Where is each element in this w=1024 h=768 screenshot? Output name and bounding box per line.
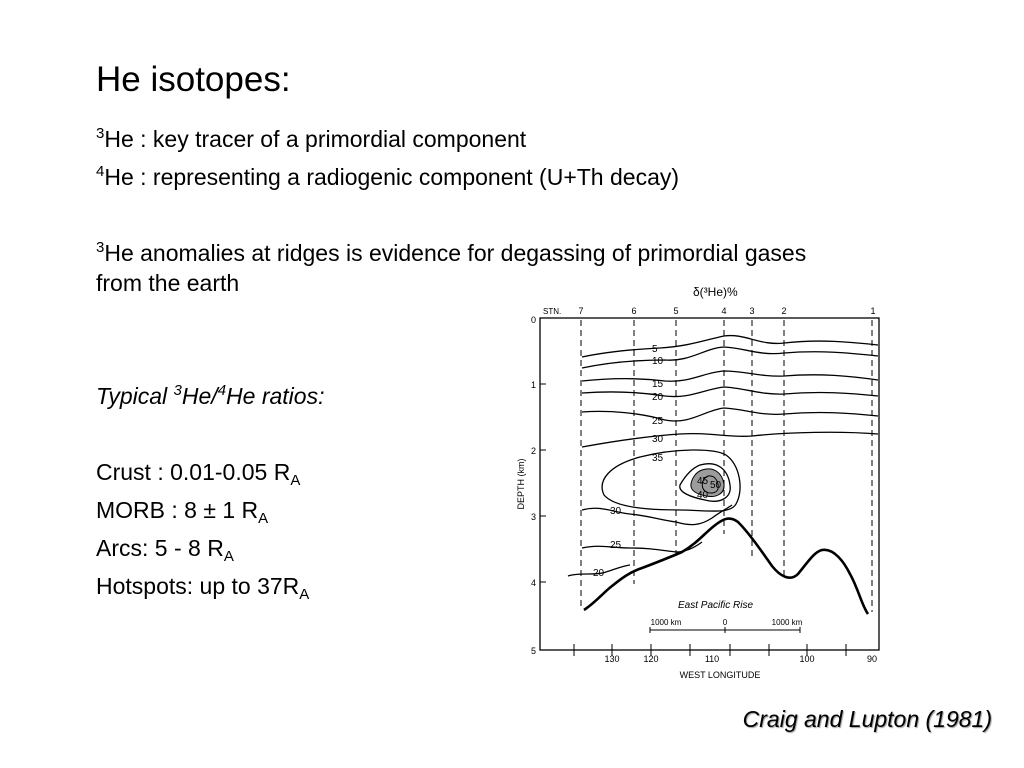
station-label: 5 — [673, 306, 679, 316]
mass-number: 3 — [173, 382, 182, 399]
contour-label: 15 — [652, 379, 664, 390]
he4-line — [96, 163, 679, 191]
y-tick-label: 3 — [530, 512, 536, 522]
he4-line-text: He : representing a radiogenic component (U+Th decay) — [104, 164, 680, 190]
station-label: 4 — [721, 306, 727, 316]
citation: Craig and Lupton (1981) — [742, 706, 992, 732]
he3-section-figure — [500, 276, 900, 696]
y-tick-label: 1 — [530, 380, 536, 390]
y-axis — [540, 384, 546, 582]
contour-label: 25 — [652, 416, 664, 427]
ratio-arcs — [96, 534, 234, 565]
he3-line — [96, 125, 526, 153]
station-label: 7 — [578, 306, 584, 316]
slide-title: He isotopes: — [96, 60, 291, 99]
ridge-statement-line-1 — [96, 239, 806, 267]
ratio-label: MORB : 8 ± 1 R — [96, 497, 259, 523]
y-axis-label: DEPTH (km) — [516, 458, 526, 510]
rise-label: East Pacific Rise — [678, 600, 754, 611]
ratio-subscript: A — [299, 586, 310, 603]
contour-label: 40 — [697, 490, 709, 501]
x-axis-label: WEST LONGITUDE — [679, 670, 761, 680]
mass-number: 3 — [96, 239, 105, 256]
he3-line-text: He : key tracer of a primordial component — [104, 126, 527, 152]
ratios-heading-suffix: He ratios: — [226, 383, 325, 409]
mass-number: 4 — [217, 382, 227, 399]
ratio-subscript: A — [258, 510, 269, 527]
ratio-label: Hotspots: up to 37R — [96, 573, 300, 599]
ratios-heading — [96, 382, 324, 410]
station-lines — [581, 320, 872, 612]
ratios-heading-prefix: Typical — [96, 383, 174, 409]
ratio-crust — [96, 458, 301, 489]
station-label: 2 — [781, 306, 787, 316]
contour-label: 30 — [610, 506, 622, 517]
x-tick-label: 110 — [704, 654, 720, 664]
contour-label: 35 — [652, 453, 664, 464]
x-tick-label: 90 — [866, 654, 878, 664]
station-label: 6 — [631, 306, 637, 316]
ratio-label: Arcs: 5 - 8 R — [96, 535, 224, 561]
y-tick-label: 0 — [530, 315, 536, 325]
contour-label: 5 — [652, 344, 658, 355]
x-tick-label: 120 — [643, 654, 659, 664]
scale-label-left: 1000 km — [650, 618, 682, 627]
mass-number: 4 — [96, 163, 105, 180]
contour-label: 30 — [652, 434, 664, 445]
y-tick-label: 2 — [530, 446, 536, 456]
contour-label: 25 — [610, 540, 622, 551]
scale-label-center: 0 — [722, 618, 728, 627]
ratios-heading-he3: He/ — [181, 383, 218, 409]
ratio-subscript: A — [290, 472, 301, 489]
statement-text: He anomalies at ridges is evidence for degassing of primordial gases — [104, 240, 807, 266]
x-tick-label: 130 — [604, 654, 620, 664]
mass-number: 3 — [96, 125, 105, 142]
x-tick-label: 100 — [799, 654, 815, 664]
ridge-statement-line-2: from the earth — [96, 270, 240, 296]
y-tick-label: 4 — [530, 578, 536, 588]
scale-bar — [650, 627, 800, 633]
contour-label: 20 — [593, 568, 605, 579]
contour-label: 10 — [652, 356, 664, 367]
contour-label: 45 — [697, 476, 709, 487]
contour-label: 20 — [652, 392, 664, 403]
station-label: 1 — [870, 306, 876, 316]
ratio-hotspots — [96, 572, 310, 603]
ratio-morb — [96, 496, 269, 527]
figure-title: δ(³He)% — [693, 285, 738, 299]
ratio-subscript: A — [223, 548, 234, 565]
station-header: STN. — [543, 307, 562, 316]
station-label: 3 — [749, 306, 755, 316]
contour-label: 50 — [710, 480, 722, 491]
scale-label-right: 1000 km — [771, 618, 803, 627]
ratio-label: Crust : 0.01-0.05 R — [96, 459, 291, 485]
y-tick-label: 5 — [530, 646, 536, 656]
